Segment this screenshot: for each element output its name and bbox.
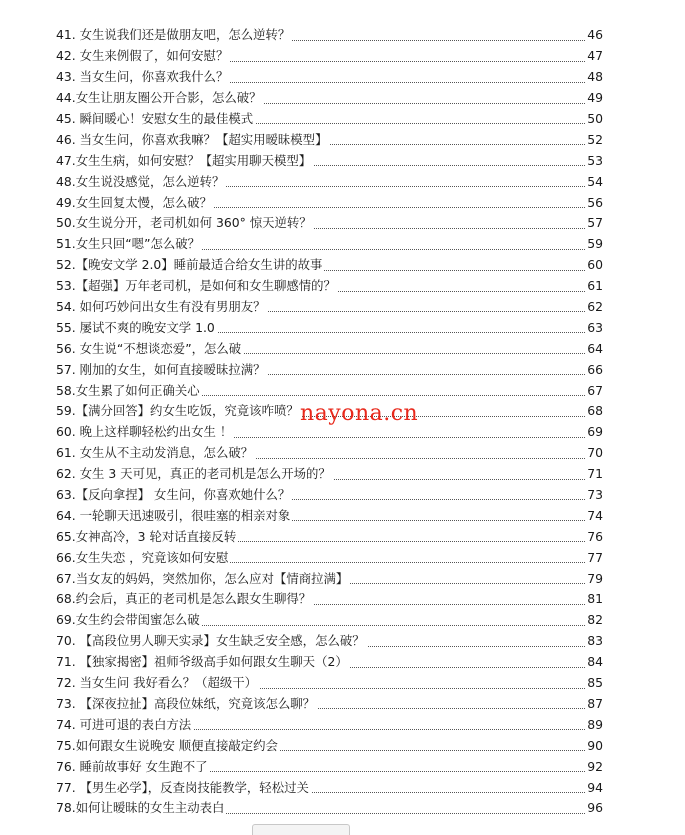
toc-title: 60. 晚上这样聊轻松约出女生 ！ bbox=[56, 422, 234, 442]
toc-title: 66.女生失恋 ，究竟该如何安慰 bbox=[56, 548, 230, 568]
toc-page-number: 54 bbox=[585, 172, 603, 192]
toc-page-number: 94 bbox=[585, 778, 603, 798]
toc-row[interactable] bbox=[0, 631, 685, 652]
toc-page-number: 73 bbox=[585, 485, 603, 505]
toc-title: 68.约会后，真正的老司机是怎么跟女生聊得？ bbox=[56, 589, 313, 609]
toc-row[interactable] bbox=[0, 380, 685, 401]
toc-page-number: 85 bbox=[585, 673, 603, 693]
toc-page-number: 67 bbox=[585, 381, 603, 401]
toc-row[interactable] bbox=[0, 150, 685, 171]
toc-page-number: 83 bbox=[585, 631, 603, 651]
toc-title: 55. 屡试不爽的晚安文学 1.0 bbox=[56, 318, 217, 338]
toc-title: 57. 刚加的女生，如何直接暧昧拉满？ bbox=[56, 360, 268, 380]
toc-page-number: 90 bbox=[585, 736, 603, 756]
toc-page-number: 47 bbox=[585, 46, 603, 66]
toc-row[interactable] bbox=[0, 317, 685, 338]
toc-page-number: 81 bbox=[585, 589, 603, 609]
toc-title: 64. 一轮聊天迅速吸引，很哇塞的相亲对象 bbox=[56, 506, 292, 526]
toc-page-number: 92 bbox=[585, 757, 603, 777]
toc-row[interactable] bbox=[0, 67, 685, 88]
toc-title: 75.如何跟女生说晚安 顺便直接敲定约会 bbox=[56, 736, 280, 756]
toc-row[interactable] bbox=[0, 192, 685, 213]
toc-title: 73. 【深夜拉扯】高段位妹纸，究竟该怎么聊？ bbox=[56, 694, 317, 714]
toc-page-number: 76 bbox=[585, 527, 603, 547]
toc-page-number: 52 bbox=[585, 130, 603, 150]
toc-title: 56. 女生说“不想谈恋爱”，怎么破 bbox=[56, 339, 243, 359]
toc-page-number: 82 bbox=[585, 610, 603, 630]
toc-page-number: 96 bbox=[585, 798, 603, 818]
toc-title: 76. 睡前故事好 女生跑不了 bbox=[56, 757, 210, 777]
toc-page-number: 60 bbox=[585, 255, 603, 275]
toc-title: 47.女生生病，如何安慰？【超实用聊天模型】 bbox=[56, 151, 313, 171]
toc-page-number: 62 bbox=[585, 297, 603, 317]
toc-title: 45. 瞬间暖心！安慰女生的最佳模式 bbox=[56, 109, 255, 129]
toc-page-number: 56 bbox=[585, 193, 603, 213]
toc-title: 44.女生让朋友圈公开合影，怎么破？ bbox=[56, 88, 264, 108]
toc-title: 70. 【高段位男人聊天实录】女生缺乏安全感，怎么破？ bbox=[56, 631, 367, 651]
toc-page-number: 61 bbox=[585, 276, 603, 296]
toc-page-number: 64 bbox=[585, 339, 603, 359]
toc-page-number: 69 bbox=[585, 422, 603, 442]
toc-row[interactable] bbox=[0, 526, 685, 547]
toc-row[interactable] bbox=[0, 276, 685, 297]
toc-page-number: 68 bbox=[585, 401, 603, 421]
toc-row[interactable] bbox=[0, 129, 685, 150]
toc-row[interactable] bbox=[0, 485, 685, 506]
toc-row[interactable] bbox=[0, 505, 685, 526]
toc-title: 58.女生累了如何正确关心 bbox=[56, 381, 202, 401]
toc-page-number: 57 bbox=[585, 213, 603, 233]
toc-title: 72. 当女生问 我好看么？（超级干） bbox=[56, 673, 259, 693]
toc-row[interactable] bbox=[0, 589, 685, 610]
toc-page-number: 48 bbox=[585, 67, 603, 87]
toc-title: 41. 女生说我们还是做朋友吧，怎么逆转？ bbox=[56, 25, 292, 45]
toc-row[interactable] bbox=[0, 338, 685, 359]
toc-page-number: 49 bbox=[585, 88, 603, 108]
toc-row[interactable] bbox=[0, 547, 685, 568]
toc-title: 74. 可进可退的表白方法 bbox=[56, 715, 193, 735]
toc-title: 42. 女生来例假了，如何安慰？ bbox=[56, 46, 230, 66]
toc-page-number: 63 bbox=[585, 318, 603, 338]
toc-title: 67.当女友的妈妈，突然加你，怎么应对【情商拉满】 bbox=[56, 569, 350, 589]
toc-row[interactable] bbox=[0, 25, 685, 46]
toc-title: 69.女生约会带闺蜜怎么破 bbox=[56, 610, 202, 630]
toc-page-number: 89 bbox=[585, 715, 603, 735]
toc-row[interactable] bbox=[0, 735, 685, 756]
toc-title: 51.女生只回“嗯”怎么破？ bbox=[56, 234, 202, 254]
toc-title: 49.女生回复太慢，怎么破？ bbox=[56, 193, 214, 213]
toc-title: 54. 如何巧妙问出女生有没有男朋友？ bbox=[56, 297, 268, 317]
toc-row[interactable] bbox=[0, 798, 685, 819]
toc-page-number: 59 bbox=[585, 234, 603, 254]
toc-page-number: 79 bbox=[585, 569, 603, 589]
toc-page-number: 71 bbox=[585, 464, 603, 484]
toc-row[interactable] bbox=[0, 443, 685, 464]
toc-title: 62. 女生 3 天可见，真正的老司机是怎么开场的？ bbox=[56, 464, 333, 484]
toc-row[interactable] bbox=[0, 673, 685, 694]
toc-page-number: 87 bbox=[585, 694, 603, 714]
toc-row[interactable] bbox=[0, 359, 685, 380]
toc-row[interactable] bbox=[0, 255, 685, 276]
toc-title: 48.女生说没感觉，怎么逆转？ bbox=[56, 172, 226, 192]
toc-row[interactable] bbox=[0, 46, 685, 67]
toc-row[interactable] bbox=[0, 234, 685, 255]
watermark: nayona.cn bbox=[300, 401, 419, 426]
toc-title: 63.【反向拿捏】 女生问，你喜欢她什么？ bbox=[56, 485, 292, 505]
toc-row[interactable] bbox=[0, 213, 685, 234]
toc-row[interactable] bbox=[0, 297, 685, 318]
toc-title: 52.【晚安文学 2.0】睡前最适合给女生讲的故事 bbox=[56, 255, 324, 275]
toc-row[interactable] bbox=[0, 714, 685, 735]
toc-page-number: 50 bbox=[585, 109, 603, 129]
toc-title: 46. 当女生问，你喜欢我嘛？【超实用暧昧模型】 bbox=[56, 130, 329, 150]
toc-title: 77. 【男生必学】，反查岗技能教学，轻松过关 bbox=[56, 778, 311, 798]
toc-page-number: 70 bbox=[585, 443, 603, 463]
toc-row[interactable] bbox=[0, 610, 685, 631]
toc-page-number: 66 bbox=[585, 360, 603, 380]
toc-title: 71. 【独家揭密】祖师爷级高手如何跟女生聊天（2） bbox=[56, 652, 350, 672]
toc-row[interactable] bbox=[0, 756, 685, 777]
toc-page-number: 53 bbox=[585, 151, 603, 171]
toc-page-number: 46 bbox=[585, 25, 603, 45]
toc-title: 61. 女生从不主动发消息，怎么破？ bbox=[56, 443, 255, 463]
toc-title: 78.如何让暧昧的女生主动表白 bbox=[56, 798, 226, 818]
toc-page-number: 77 bbox=[585, 548, 603, 568]
toc-row[interactable] bbox=[0, 464, 685, 485]
toc-row[interactable] bbox=[0, 109, 685, 130]
toc-row[interactable] bbox=[0, 88, 685, 109]
toc-title: 43. 当女生问，你喜欢我什么？ bbox=[56, 67, 230, 87]
toc-row[interactable] bbox=[0, 652, 685, 673]
toc-page-number: 84 bbox=[585, 652, 603, 672]
toc-row[interactable] bbox=[0, 777, 685, 798]
toc-title: 50.女生说分开，老司机如何 360° 惊天逆转？ bbox=[56, 213, 314, 233]
toc-row[interactable] bbox=[0, 171, 685, 192]
toc-row[interactable] bbox=[0, 694, 685, 715]
toc-row[interactable] bbox=[0, 568, 685, 589]
toc-page-number: 74 bbox=[585, 506, 603, 526]
toc-title: 53.【超强】万年老司机，是如何和女生聊感情的？ bbox=[56, 276, 338, 296]
toc-title: 65.女神高冷，3 轮对话直接反转 bbox=[56, 527, 238, 547]
toc-title: 59.【满分回答】约女生吃饭，究竟该咋喷？ bbox=[56, 401, 301, 421]
